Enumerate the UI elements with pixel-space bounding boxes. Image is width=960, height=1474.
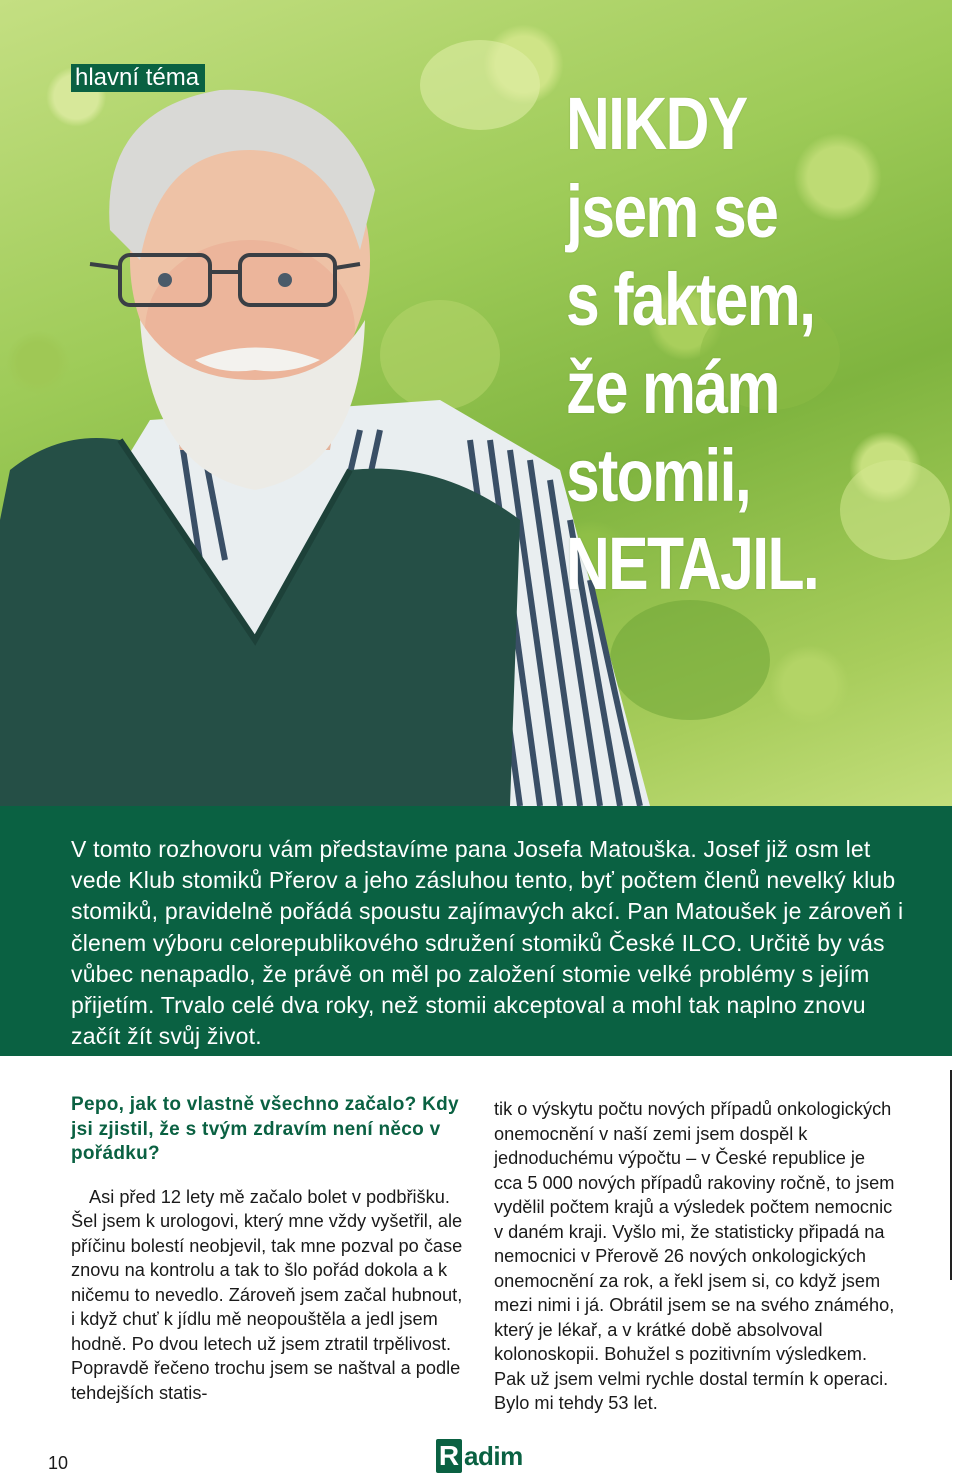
headline-line: že mám xyxy=(566,346,779,429)
intro-banner xyxy=(0,806,952,1056)
page-number: 10 xyxy=(48,1453,69,1473)
interview-answer-continued: tik o výskytu počtu nových případů onkologických onemocnění v naší zemi jsem dospěl k jednoduchému výpočtu – v České republice je cca 5 000 nových případů rakoviny ročně, to jsem vydělil počtem krajů a výsledek počtem nemocnic v daném kraji. Vyšlo mi, že statisticky připadá na nemocnici v Přerově 26 nových onkologických onemocnění za rok, a řekl jsem si, co když jsem mezi nimi i já. Obrátil jsem se na svého známého, který je lékař, a v krátké době absolvoval kolonoskopii. Bohužel s pozitivním výsledkem. Pak už jsem velmi rychle dostal termín k operaci. Bylo mi tehdy 53 let. xyxy=(494,1099,895,1413)
headline xyxy=(566,80,878,608)
section-tag: hlavní téma xyxy=(71,64,205,92)
headline-line: stomii, xyxy=(566,434,751,517)
interview-answer: Asi před 12 lety mě začalo bolet v podbřišku. Šel jsem k urologovi, který mne vždy vyšetřil, ale příčinu bolestí neobjevil, tak mne pozval po čase znovu na kontrolu a tak to šlo pořád dokola a k ničemu to nevedlo. Zároveň jsem začal hubnout, i když chuť k jídlu mě neopouštěla a jedl jsem hodně. Po dvou letech už jsem ztratil trpělivost. Popravdě řečeno trochu jsem se naštval a podle tehdejších statis- xyxy=(71,1186,463,1403)
intro-text: V tomto rozhovoru vám představíme pana Josefa Matouška. Josef již osm let vede Klub stomiků Přerov a jeho zásluhou tento, byť počtem členů nevelký klub stomiků, pravidelně pořádá spoustu zajímavých akcí. Pan Matoušek je zároveň i členem výboru celorepublikového sdružení stomiků České ILCO. Určitě by vás vůbec nenapadlo, že právě on měl po založení stomie velké problémy s jejím přijetím. Trvalo celé dva roky, než stomii akceptoval a mohl tak naplno znovu začít žít svůj život. xyxy=(71,836,904,1050)
article-column-right xyxy=(494,1097,898,1416)
headline-line: NIKDY xyxy=(566,82,747,165)
logo-text: adim xyxy=(464,1440,523,1471)
magazine-logo xyxy=(436,1438,523,1474)
headline-line: s faktem, xyxy=(566,258,815,341)
page-edge-rule xyxy=(950,1070,952,1280)
article-column-left xyxy=(71,1093,471,1405)
logo-letter: R xyxy=(436,1439,462,1473)
interview-question: Pepo, jak to vlastně všechno začalo? Kdy jsi zjistil, že s tvým zdravím není něco v pořádku? xyxy=(71,1094,459,1164)
headline-line: jsem se xyxy=(566,170,778,253)
headline-line: NETAJIL. xyxy=(566,522,819,605)
